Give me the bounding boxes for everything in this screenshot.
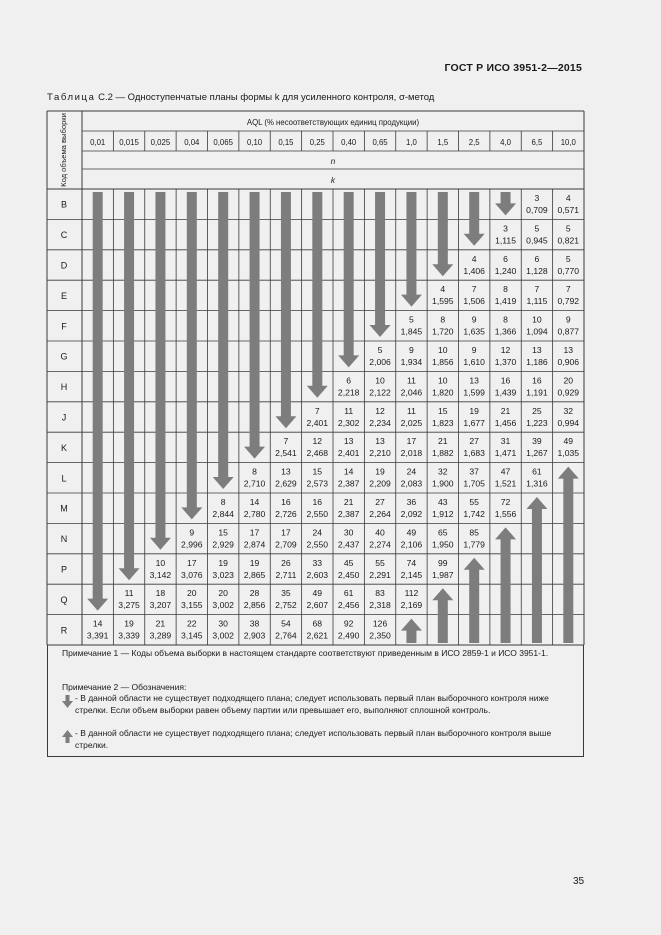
cell-k: 2,083 <box>400 478 423 489</box>
aql-value: 0,40 <box>341 138 357 147</box>
cell-n: 13 <box>469 375 479 386</box>
cell-k: 2,025 <box>400 417 423 428</box>
cell-k: 2,106 <box>400 539 423 550</box>
cell-k: 1,845 <box>400 326 423 337</box>
cell-n: 85 <box>469 527 479 538</box>
cell-n: 10 <box>438 375 448 386</box>
cell-n: 21 <box>155 618 166 629</box>
note-2-heading: Примечание 2 — Обозначения: <box>62 682 187 692</box>
cell-k: 1,471 <box>494 448 517 459</box>
cell-n: 5 <box>409 314 414 325</box>
n-label: n <box>330 156 336 166</box>
cell-n: 45 <box>343 557 354 568</box>
cell-n: 112 <box>404 588 419 599</box>
cell-n: 14 <box>92 618 103 629</box>
arrow-down-icon <box>432 192 453 276</box>
cell-n: 28 <box>249 588 260 599</box>
cell-k: 1,742 <box>463 509 485 519</box>
cell-n: 7 <box>565 284 571 295</box>
cell-n: 5 <box>565 223 571 234</box>
cell-k: 0,792 <box>557 296 580 307</box>
cell-n: 9 <box>189 527 195 538</box>
cell-n: 25 <box>532 405 542 416</box>
cell-n: 8 <box>440 314 446 325</box>
cell-k: 2,629 <box>275 478 297 489</box>
cell-k: 2,621 <box>306 630 329 641</box>
cell-k: 0,571 <box>557 205 580 215</box>
aql-value: 6,5 <box>531 138 543 147</box>
cell-n: 13 <box>343 436 354 447</box>
cell-n: 74 <box>406 557 417 568</box>
cell-k: 2,210 <box>369 448 391 459</box>
cell-n: 10 <box>438 345 448 355</box>
cell-n: 30 <box>343 527 354 538</box>
cell-n: 4 <box>565 193 571 203</box>
cell-k: 1,934 <box>400 357 423 367</box>
cell-k: 1,950 <box>432 539 454 550</box>
arrow-down-icon <box>307 192 328 398</box>
cell-n: 8 <box>252 466 257 477</box>
cell-n: 16 <box>532 375 542 386</box>
cell-n: 18 <box>155 588 166 599</box>
aql-value: 0,15 <box>278 138 294 147</box>
cell-n: 5 <box>565 253 571 264</box>
sample-code-G: G <box>60 351 68 362</box>
cell-k: 2,274 <box>369 539 391 550</box>
caption-label: Таблица <box>47 92 96 103</box>
cell-k: 3,391 <box>86 630 109 641</box>
cell-n: 12 <box>312 436 323 447</box>
cell-n: 21 <box>500 405 511 416</box>
cell-n: 47 <box>500 466 511 477</box>
cell-n: 3 <box>534 193 540 203</box>
cell-n: 14 <box>343 466 354 477</box>
cell-n: 19 <box>469 405 479 416</box>
cell-k: 1,610 <box>463 357 485 367</box>
cell-k: 1,419 <box>494 296 517 307</box>
sample-code-H: H <box>60 382 68 393</box>
cell-k: 1,599 <box>463 387 485 398</box>
cell-k: 3,023 <box>212 569 234 580</box>
cell-k: 1,595 <box>432 296 454 307</box>
cell-k: 2,929 <box>212 539 234 550</box>
cell-n: 17 <box>249 527 260 538</box>
row-header-label: Код объема выборки <box>59 113 68 187</box>
cell-n: 11 <box>406 375 416 386</box>
cell-n: 33 <box>312 557 323 568</box>
cell-k: 1,240 <box>494 265 517 276</box>
cell-k: 2,844 <box>212 509 234 519</box>
cell-k: 1,191 <box>526 387 548 398</box>
cell-n: 24 <box>406 466 417 477</box>
cell-k: 3,002 <box>212 630 234 641</box>
cell-k: 2,573 <box>306 478 329 489</box>
aql-value: 0,04 <box>184 138 200 147</box>
sample-code-J: J <box>61 412 67 423</box>
sample-code-B: B <box>60 199 68 210</box>
cell-k: 1,223 <box>526 417 548 428</box>
cell-k: 2,092 <box>400 509 423 519</box>
cell-k: 1,439 <box>494 387 517 398</box>
aql-value: 4,0 <box>500 138 511 147</box>
cell-n: 99 <box>438 557 448 568</box>
cell-k: 2,541 <box>275 448 297 459</box>
sample-code-M: M <box>60 503 68 514</box>
cell-n: 17 <box>187 557 197 568</box>
cell-n: 8 <box>503 314 508 325</box>
cell-n: 15 <box>218 527 228 538</box>
cell-n: 19 <box>249 557 260 568</box>
cell-n: 9 <box>565 314 571 325</box>
sample-code-K: K <box>60 442 68 453</box>
cell-k: 3,002 <box>212 600 234 611</box>
cell-n: 15 <box>438 405 448 416</box>
cell-n: 10 <box>375 375 385 386</box>
cell-k: 0,709 <box>526 205 548 215</box>
cell-n: 9 <box>471 345 477 355</box>
caption-number: C.2 <box>98 92 113 103</box>
arrow-down-icon <box>62 695 73 708</box>
cell-k: 3,076 <box>181 569 203 580</box>
cell-k: 2,709 <box>275 539 297 550</box>
cell-k: 1,779 <box>463 539 485 550</box>
cell-n: 17 <box>406 436 417 447</box>
cell-k: 2,169 <box>400 600 423 611</box>
cell-n: 16 <box>500 375 511 386</box>
cell-k: 1,677 <box>463 417 485 428</box>
arrow-down-icon <box>181 192 202 519</box>
cell-k: 2,209 <box>369 478 391 489</box>
cell-n: 49 <box>312 588 323 599</box>
cell-k: 2,456 <box>337 600 360 611</box>
cell-k: 2,726 <box>275 509 297 519</box>
arrow-up-icon <box>495 527 516 643</box>
cell-k: 2,764 <box>275 630 297 641</box>
arrow-down-icon <box>495 192 516 215</box>
cell-n: 61 <box>532 466 542 477</box>
cell-n: 21 <box>438 436 448 447</box>
cell-k: 2,450 <box>337 569 360 580</box>
cell-n: 38 <box>249 618 260 629</box>
cell-k: 2,387 <box>337 509 360 519</box>
cell-n: 12 <box>375 405 385 416</box>
cell-k: 1,987 <box>432 569 454 580</box>
cell-n: 5 <box>377 345 383 355</box>
cell-n: 7 <box>314 405 320 416</box>
cell-k: 1,456 <box>494 417 517 428</box>
cell-k: 1,406 <box>463 265 485 276</box>
cell-k: 2,710 <box>243 478 266 489</box>
cell-n: 8 <box>220 497 226 507</box>
cell-k: 1,316 <box>526 478 548 489</box>
cell-k: 2,903 <box>243 630 266 641</box>
cell-n: 20 <box>187 588 197 599</box>
cell-k: 2,302 <box>337 417 360 428</box>
cell-k: 2,350 <box>369 630 391 641</box>
cell-k: 0,770 <box>557 265 580 276</box>
cell-n: 19 <box>375 466 385 477</box>
aql-value: 0,065 <box>213 138 233 147</box>
arrow-down-icon <box>119 192 140 580</box>
cell-k: 1,094 <box>526 326 548 337</box>
cell-k: 1,720 <box>432 326 454 337</box>
arrow-down-icon <box>213 192 234 489</box>
cell-k: 2,122 <box>369 387 391 398</box>
arrow-up-icon <box>62 730 73 743</box>
cell-n: 126 <box>372 618 388 629</box>
cell-n: 15 <box>312 466 323 477</box>
cell-k: 3,339 <box>118 630 140 641</box>
k-label: k <box>330 175 336 185</box>
cell-k: 1,370 <box>494 357 517 367</box>
cell-n: 6 <box>534 253 540 264</box>
cell-n: 3 <box>503 223 508 234</box>
aql-value: 1,0 <box>406 138 417 147</box>
cell-n: 4 <box>440 284 446 295</box>
cell-n: 12 <box>500 345 511 355</box>
cell-k: 0,994 <box>557 417 580 428</box>
arrow-down-icon <box>275 192 296 428</box>
cell-n: 7 <box>471 284 477 295</box>
cell-k: 3,142 <box>149 569 172 580</box>
cell-n: 68 <box>312 618 323 629</box>
cell-n: 54 <box>281 618 291 629</box>
cell-n: 40 <box>375 527 385 538</box>
cell-n: 37 <box>469 466 479 477</box>
cell-k: 2,234 <box>369 417 391 428</box>
cell-k: 3,289 <box>149 630 172 641</box>
cell-k: 1,115 <box>495 235 516 246</box>
cell-n: 27 <box>375 497 385 507</box>
cell-k: 2,046 <box>400 387 423 398</box>
aql-value: 1,5 <box>437 138 449 147</box>
sample-code-D: D <box>60 260 68 271</box>
cell-k: 1,366 <box>494 326 517 337</box>
cell-n: 16 <box>312 497 323 507</box>
cell-k: 2,752 <box>275 600 297 611</box>
legend-up-text: - В данной области не существует подходящего плана; следует использовать первый план выборочного контроля выше стрелки. <box>75 728 552 750</box>
aql-value: 0,015 <box>119 138 139 147</box>
cell-n: 8 <box>503 284 508 295</box>
cell-n: 20 <box>218 588 228 599</box>
cell-n: 16 <box>281 497 291 507</box>
cell-k: 2,318 <box>369 600 391 611</box>
arrow-down-icon <box>244 192 265 459</box>
cell-k: 1,683 <box>463 448 485 459</box>
sample-code-Q: Q <box>60 594 68 605</box>
aql-value: 10,0 <box>560 138 576 147</box>
cell-k: 3,155 <box>181 600 203 611</box>
note-1: Примечание 1 — Коды объема выборки в настоящем стандарте соответствуют приведенным в ИСО 2859-1 и ИСО 3951-1. <box>62 648 549 658</box>
cell-n: 19 <box>218 557 228 568</box>
cell-k: 0,821 <box>557 235 580 246</box>
cell-n: 72 <box>500 497 511 507</box>
cell-n: 36 <box>406 497 417 507</box>
cell-k: 1,506 <box>463 296 485 307</box>
cell-n: 10 <box>155 557 166 568</box>
cell-k: 2,856 <box>243 600 266 611</box>
cell-k: 2,468 <box>306 448 329 459</box>
arrow-down-icon <box>87 192 108 611</box>
legend-down-text: - В данной области не существует подходящего плана; следует использовать первый план выборочного контроля ниже стрелки. Если объем выборки равен объему партии или превышает его, выполняют сплошной контроль. <box>75 693 549 715</box>
cell-n: 31 <box>500 436 511 447</box>
cell-n: 13 <box>375 436 385 447</box>
cell-n: 11 <box>344 405 354 416</box>
sample-code-E: E <box>60 290 68 301</box>
cell-n: 9 <box>471 314 477 325</box>
cell-k: 2,401 <box>306 417 329 428</box>
aql-value: 2,5 <box>468 138 480 147</box>
cell-n: 13 <box>563 345 574 355</box>
cell-k: 2,018 <box>400 448 423 459</box>
cell-n: 27 <box>469 436 479 447</box>
cell-n: 6 <box>503 253 508 264</box>
sample-code-L: L <box>61 473 67 484</box>
cell-k: 1,856 <box>432 357 454 367</box>
cell-k: 2,218 <box>337 387 360 398</box>
cell-n: 7 <box>534 284 540 295</box>
cell-k: 1,823 <box>432 417 454 428</box>
cell-k: 2,711 <box>275 569 297 580</box>
cell-k: 1,128 <box>526 265 548 276</box>
cell-k: 0,906 <box>557 357 580 367</box>
sample-code-P: P <box>60 564 68 575</box>
sample-code-C: C <box>60 230 68 241</box>
page-number: 35 <box>573 876 585 887</box>
cell-k: 1,912 <box>432 509 454 519</box>
arrow-down-icon <box>150 192 171 550</box>
cell-k: 2,490 <box>337 630 360 641</box>
cell-n: 30 <box>218 618 228 629</box>
arrow-down-icon <box>370 192 391 337</box>
cell-k: 1,820 <box>432 387 454 398</box>
arrow-down-icon <box>464 192 485 246</box>
cell-n: 26 <box>281 557 291 568</box>
cell-n: 9 <box>409 345 414 355</box>
cell-n: 10 <box>532 314 542 325</box>
cell-k: 2,550 <box>306 539 329 550</box>
cell-n: 6 <box>346 375 352 386</box>
cell-n: 61 <box>343 588 354 599</box>
sample-code-F: F <box>61 321 67 332</box>
cell-k: 1,705 <box>463 478 485 489</box>
aql-value: 0,01 <box>90 138 106 147</box>
cell-k: 2,780 <box>243 509 266 519</box>
cell-n: 17 <box>281 527 291 538</box>
cell-k: 2,437 <box>337 539 360 550</box>
cell-n: 92 <box>343 618 354 629</box>
cell-n: 55 <box>375 557 385 568</box>
cell-n: 20 <box>563 375 574 386</box>
caption-text: — Одноступенчатые планы формы k для усиленного контроля, σ-метод <box>115 92 435 103</box>
cell-n: 21 <box>343 497 354 507</box>
cell-n: 24 <box>312 527 323 538</box>
cell-k: 2,603 <box>306 569 329 580</box>
cell-n: 65 <box>438 527 448 538</box>
cell-k: 0,945 <box>526 235 548 246</box>
cell-n: 55 <box>469 497 479 507</box>
arrow-up-icon <box>464 558 485 643</box>
arrow-up-icon <box>432 588 453 643</box>
cell-k: 0,929 <box>557 387 580 398</box>
cell-k: 3,145 <box>181 630 203 641</box>
cell-k: 1,556 <box>494 509 517 519</box>
cell-k: 1,035 <box>557 448 580 459</box>
cell-k: 1,267 <box>526 448 548 459</box>
aql-value: 0,025 <box>150 138 171 147</box>
cell-n: 49 <box>563 436 574 447</box>
cell-n: 32 <box>563 405 574 416</box>
cell-k: 3,207 <box>149 600 172 611</box>
sample-code-N: N <box>60 534 68 545</box>
cell-k: 2,387 <box>337 478 360 489</box>
cell-n: 13 <box>532 345 542 355</box>
cell-k: 2,264 <box>369 509 391 519</box>
cell-k: 2,401 <box>337 448 360 459</box>
cell-k: 2,145 <box>400 569 423 580</box>
cell-n: 7 <box>283 436 289 447</box>
cell-k: 2,550 <box>306 509 329 519</box>
cell-n: 14 <box>249 497 260 507</box>
cell-k: 1,521 <box>494 478 517 489</box>
aql-value: 0,65 <box>372 138 388 147</box>
cell-n: 43 <box>438 497 448 507</box>
cell-k: 1,882 <box>432 448 454 459</box>
cell-n: 32 <box>438 466 448 477</box>
cell-n: 5 <box>534 223 540 234</box>
cell-k: 2,291 <box>369 569 391 580</box>
cell-n: 13 <box>281 466 291 477</box>
cell-k: 0,877 <box>557 326 580 337</box>
arrow-up-icon <box>526 497 547 643</box>
cell-k: 2,874 <box>243 539 266 550</box>
cell-n: 19 <box>124 618 134 629</box>
aql-value: 0,25 <box>309 138 325 147</box>
cell-n: 83 <box>375 588 385 599</box>
standard-header: ГОСТ Р ИСО 3951-2—2015 <box>444 62 582 74</box>
cell-n: 11 <box>124 588 134 599</box>
cell-k: 2,865 <box>243 569 266 580</box>
cell-n: 39 <box>532 436 542 447</box>
cell-k: 2,607 <box>306 600 329 611</box>
cell-k: 2,996 <box>181 539 203 550</box>
cell-n: 22 <box>187 618 197 629</box>
cell-n: 4 <box>471 253 477 264</box>
cell-k: 1,635 <box>463 326 485 337</box>
cell-k: 1,900 <box>432 478 454 489</box>
cell-n: 49 <box>406 527 417 538</box>
arrow-down-icon <box>401 192 422 307</box>
sample-code-R: R <box>60 625 68 636</box>
cell-n: 11 <box>406 405 416 416</box>
notes-box <box>47 645 584 757</box>
aql-value: 0,10 <box>246 138 263 147</box>
cell-k: 3,275 <box>118 600 140 611</box>
aql-header: AQL (% несоответствующих единиц продукции) <box>246 118 420 127</box>
arrow-up-icon <box>401 619 422 643</box>
cell-k: 2,006 <box>369 357 391 367</box>
cell-k: 1,186 <box>526 357 548 367</box>
cell-k: 1,115 <box>526 296 548 307</box>
cell-n: 35 <box>281 588 291 599</box>
